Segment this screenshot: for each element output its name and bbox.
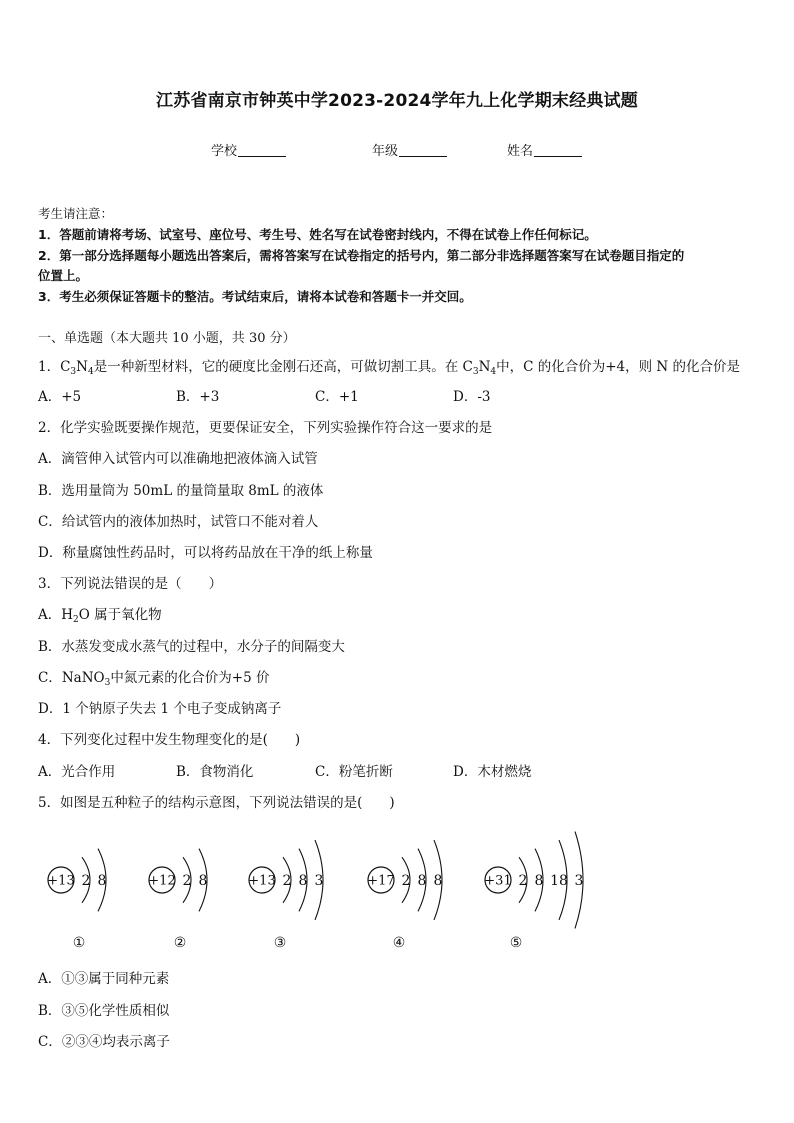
electron-count: 3 [314, 873, 324, 889]
q1-text-4: N [478, 359, 491, 375]
particle-4 [367, 840, 442, 951]
q1-option-a[interactable]: A．+5 [38, 389, 82, 405]
q2-option-d[interactable]: D．称量腐蚀性药品时，可以将药品放在干净的纸上称量 [38, 545, 373, 561]
electron-count: 8 [417, 873, 427, 889]
grade-label: 年级 [372, 144, 399, 159]
electron-count: 18 [550, 873, 568, 889]
electron-count: 8 [433, 873, 443, 889]
electron-count: 2 [282, 873, 292, 889]
electron-count: 8 [198, 873, 208, 889]
q3-option-b[interactable]: B．水蒸发变成水蒸气的过程中，水分子的间隔变大 [38, 639, 345, 655]
q3-c-text-2: 中氮元素的化合价为+5 价 [110, 670, 270, 686]
q2-option-b[interactable]: B．选用量筒为 50mL 的量筒量取 8mL 的液体 [38, 483, 324, 499]
name-field[interactable] [507, 140, 582, 159]
particle-2 [148, 849, 207, 951]
q3-c-text-1: C．NaNO [38, 670, 105, 686]
nucleus-charge: +13 [248, 873, 276, 889]
nucleus-charge: +31 [484, 873, 512, 889]
q1-text-2: N [76, 359, 88, 375]
particle-1 [47, 849, 106, 951]
q2-option-a[interactable]: A．滴管伸入试管内可以准确地把液体滴入试管 [38, 451, 318, 467]
q5-option-c[interactable]: C．②③④均表示离子 [38, 1034, 170, 1050]
particle-3 [248, 840, 323, 951]
q4-option-b[interactable]: B．食物消化 [176, 764, 254, 780]
notice-item-1: 1．答题前请将考场、试室号、座位号、考生号、姓名写在试卷密封线内，不得在试卷上作任何标记。 [38, 227, 597, 242]
particle-label: ③ [273, 935, 287, 951]
question-5-stem: 5．如图是五种粒子的结构示意图，下列说法错误的是( ) [38, 795, 395, 811]
q3-a-sub: 2 [73, 615, 79, 625]
q1-text-3: 是一种新型材料，它的硬度比金刚石还高，可做切割工具。在 C [93, 359, 473, 375]
grade-blank[interactable] [399, 144, 447, 157]
particle-label: ② [173, 935, 187, 951]
name-label: 姓名 [507, 144, 534, 159]
nucleus-charge: +12 [148, 873, 176, 889]
notice-item-2-cont: 位置上。 [38, 268, 89, 283]
nucleus-charge: +17 [367, 873, 395, 889]
electron-count: 8 [534, 873, 544, 889]
q1-sub-4: 4 [490, 367, 497, 377]
grade-field[interactable] [372, 140, 447, 159]
particle-label: ④ [392, 935, 406, 951]
q5-option-b[interactable]: B．③⑤化学性质相似 [38, 1003, 170, 1019]
nucleus-charge: +13 [47, 873, 75, 889]
notice-item-2: 2．第一部分选择题每小题选出答案后，需将答案写在试卷指定的括号内，第二部分非选择题答案写在试卷题目指定的 [38, 248, 685, 263]
q3-option-c[interactable] [38, 666, 270, 686]
q4-option-c[interactable]: C．粉笔折断 [315, 764, 393, 780]
q1-option-d[interactable]: D．-3 [453, 389, 491, 405]
q1-sub-1: 3 [70, 367, 77, 377]
q1-option-c[interactable]: C．+1 [315, 389, 359, 405]
notice-item-3: 3．考生必须保证答题卡的整洁。考试结束后，请将本试卷和答题卡一并交回。 [38, 289, 472, 304]
question-4-stem: 4．下列变化过程中发生物理变化的是( ) [38, 732, 301, 748]
electron-count: 8 [97, 873, 107, 889]
question-1-stem [38, 355, 740, 375]
particle-label: ① [72, 935, 86, 951]
school-field[interactable] [211, 140, 286, 159]
q3-a-text-2: O 属于氧化物 [78, 607, 162, 623]
q1-text-1: 1．C [38, 359, 71, 375]
q3-c-sub: 3 [104, 678, 111, 688]
q1-sub-3: 3 [472, 367, 479, 377]
school-label: 学校 [211, 144, 238, 159]
school-blank[interactable] [238, 144, 286, 157]
q3-option-d[interactable]: D．1 个钠原子失去 1 个电子变成钠离子 [38, 701, 282, 717]
q1-text-5: 中，C 的化合价为+4，则 N 的化合价是 [496, 359, 741, 375]
electron-count: 3 [574, 873, 584, 889]
electron-count: 2 [401, 873, 411, 889]
q5-option-a[interactable]: A．①③属于同种元素 [38, 971, 170, 987]
electron-count: 8 [298, 873, 308, 889]
question-2-stem: 2．化学实验既要操作规范，更要保证安全，下列实验操作符合这一要求的是 [38, 420, 493, 436]
particle-structure-diagram [0, 815, 794, 965]
electron-count: 2 [81, 873, 91, 889]
q4-option-a[interactable]: A．光合作用 [38, 764, 116, 780]
q3-option-a[interactable] [38, 603, 162, 623]
section-heading: 一、单选题（本大题共 10 小题，共 30 分） [38, 331, 296, 346]
particle-5 [484, 832, 583, 951]
q2-option-c[interactable]: C．给试管内的液体加热时，试管口不能对着人 [38, 514, 319, 530]
electron-count: 2 [518, 873, 528, 889]
electron-count: 2 [182, 873, 192, 889]
q1-option-b[interactable]: B．+3 [176, 389, 220, 405]
q1-sub-2: 4 [87, 367, 94, 377]
q3-a-text-1: A．H [38, 607, 74, 623]
name-blank[interactable] [534, 144, 582, 157]
notice-heading: 考生请注意： [38, 206, 114, 221]
question-3-stem: 3．下列说法错误的是（ ） [38, 576, 223, 592]
particle-label: ⑤ [509, 935, 523, 951]
page-title: 江苏省南京市钟英中学2023-2024学年九上化学期末经典试题 [156, 91, 638, 111]
q4-option-d[interactable]: D．木材燃烧 [453, 764, 532, 780]
